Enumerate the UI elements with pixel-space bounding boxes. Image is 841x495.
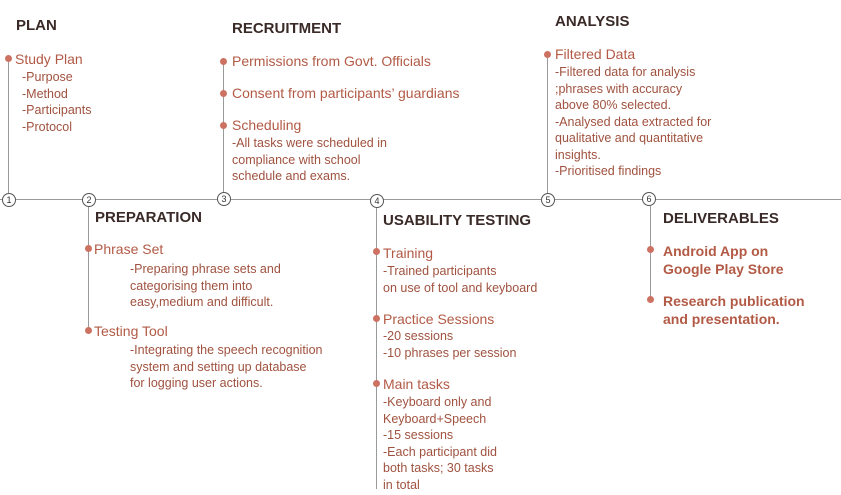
plan-connector — [8, 58, 9, 193]
bullet-dot — [85, 327, 92, 334]
preparation-connector — [88, 206, 89, 331]
phase-title-deliverables: DELIVERABLES — [663, 210, 779, 227]
bullet-dot — [647, 296, 654, 303]
bullet-dot — [220, 122, 227, 129]
item-main-tasks-details: -Keyboard only and Keyboard+Speech -15 sessions -Each participant did both tasks; 30 tasks in total — [383, 395, 497, 492]
phase-title-recruitment: RECRUITMENT — [232, 20, 342, 37]
bullet-dot — [373, 315, 380, 322]
bullet-dot — [220, 58, 227, 65]
item-phrase-set-details: -Preparing phrase sets and categorising them into easy,medium and difficult. — [130, 262, 281, 309]
node-3: 3 — [217, 192, 231, 206]
bullet-dot — [373, 380, 380, 387]
node-2: 2 — [82, 193, 96, 207]
deliverable-android-app: Android App on Google Play Store — [663, 243, 784, 277]
phase-title-plan: PLAN — [16, 17, 57, 34]
item-main-tasks: Main tasks — [383, 376, 450, 392]
bullet-dot — [544, 51, 551, 58]
item-practice-sessions: Practice Sessions — [383, 311, 495, 327]
item-testing-tool-details: -Integrating the speech recognition system and setting up database for logging user actions. — [130, 343, 323, 390]
item-training: Training — [383, 245, 434, 261]
bullet-dot — [647, 246, 654, 253]
item-study-plan-details: -Purpose -Method -Participants -Protocol — [22, 70, 92, 134]
phase-title-usability-testing: USABILITY TESTING — [383, 212, 532, 229]
node-5: 5 — [541, 193, 555, 207]
node-1: 1 — [2, 193, 16, 207]
deliverables-connector — [650, 206, 651, 301]
analysis-connector — [547, 54, 548, 193]
bullet-dot — [220, 90, 227, 97]
bullet-dot — [5, 55, 12, 62]
item-filtered-data-details: -Filtered data for analysis ;phrases with accuracy above 80% selected. -Analysed data extracted for qualitative and quantitative insights. -Prioritised findings — [555, 65, 712, 178]
node-6: 6 — [642, 192, 656, 206]
phase-title-preparation: PREPARATION — [95, 209, 202, 226]
item-study-plan: Study Plan — [15, 51, 83, 67]
item-testing-tool: Testing Tool — [94, 323, 168, 339]
node-4: 4 — [370, 194, 384, 208]
item-filtered-data: Filtered Data — [555, 46, 636, 62]
item-scheduling: Scheduling — [232, 117, 302, 133]
item-phrase-set: Phrase Set — [94, 241, 164, 257]
item-scheduling-details: -All tasks were scheduled in compliance with school schedule and exams. — [232, 136, 387, 183]
bullet-dot — [373, 248, 380, 255]
item-practice-sessions-details: -20 sessions -10 phrases per session — [383, 329, 517, 360]
phase-title-analysis: ANALYSIS — [555, 13, 630, 30]
item-permissions: Permissions from Govt. Officials — [232, 53, 431, 69]
bullet-dot — [85, 245, 92, 252]
item-training-details: -Trained participants on use of tool and keyboard — [383, 264, 538, 295]
deliverable-research-publication: Research publication and presentation. — [663, 293, 805, 327]
timeline-axis — [0, 199, 841, 200]
item-consent: Consent from participants’ guardians — [232, 85, 460, 101]
